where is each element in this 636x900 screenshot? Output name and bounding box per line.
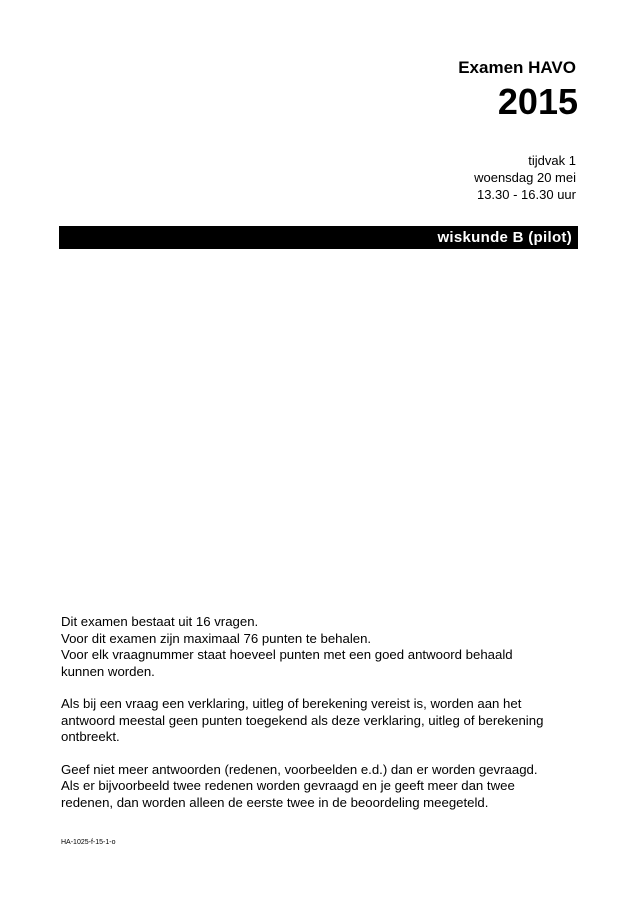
instruction-line: Voor elk vraagnummer staat hoeveel punten met een goed antwoord behaald <box>61 647 513 662</box>
session-info <box>474 152 576 203</box>
instruction-paragraph <box>61 614 571 680</box>
instruction-line: ontbreekt. <box>61 729 120 744</box>
document-code: HA-1025-f-15-1-o <box>61 839 116 846</box>
subject-title: wiskunde B (pilot) <box>437 229 572 246</box>
session-date: woensdag 20 mei <box>474 170 576 185</box>
session-time: 13.30 - 16.30 uur <box>476 187 576 202</box>
instruction-line: Voor dit examen zijn maximaal 76 punten te behalen. <box>61 630 372 646</box>
subject-bar <box>59 226 578 249</box>
instruction-line: kunnen worden. <box>61 663 155 679</box>
instruction-line: Dit examen bestaat uit 16 vragen. <box>61 614 259 629</box>
instruction-line: redenen, dan worden alleen de eerste twee in de beoordeling meegeteld. <box>61 794 489 810</box>
instruction-line: antwoord meestal geen punten toegekend als deze verklaring, uitleg of berekening <box>61 712 544 728</box>
exam-year: 2015 <box>497 81 578 122</box>
instruction-line: Als bij een vraag een verklaring, uitleg of berekening vereist is, worden aan het <box>61 696 522 711</box>
instruction-paragraph <box>61 762 571 812</box>
session-period: tijdvak 1 <box>528 153 576 168</box>
exam-title: Examen HAVO <box>458 58 576 77</box>
instruction-line: Geef niet meer antwoorden (redenen, voorbeelden e.d.) dan er worden gevraagd. <box>61 761 538 777</box>
instruction-line: Als er bijvoorbeeld twee redenen worden gevraagd en je geeft meer dan twee <box>61 778 515 793</box>
instruction-paragraph <box>61 696 571 746</box>
instructions <box>61 614 571 827</box>
